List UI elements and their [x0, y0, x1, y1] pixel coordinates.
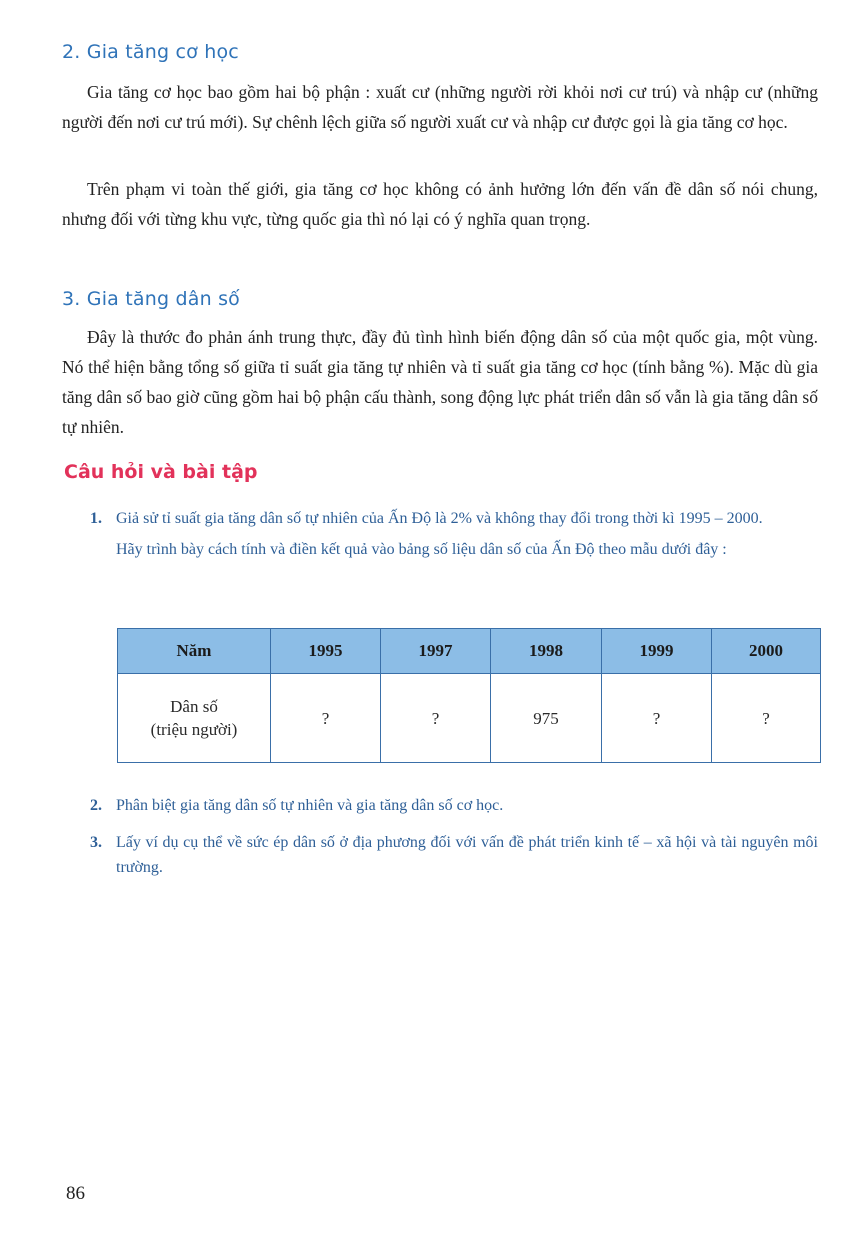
- page-number: 86: [66, 1183, 85, 1204]
- section-2-paragraph-2: Trên phạm vi toàn thế giới, gia tăng cơ học không có ảnh hưởng lớn đến vấn đề dân số nói chung, nhưng đối với từng khu vực, từng quốc gia thì nó lại có ý nghĩa quan trọng.: [62, 179, 818, 229]
- question-1-number: 1.: [90, 510, 102, 527]
- table-cell: ?: [381, 674, 491, 763]
- question-3-text: Lấy ví dụ cụ thể về sức ép dân số ở địa phương đối với vấn đề phát triển kinh tế – xã hội và tài nguyên môi trường.: [116, 834, 818, 876]
- row-label-cell: [118, 674, 271, 763]
- question-3: [91, 830, 818, 880]
- header-cell: 1998: [491, 629, 602, 674]
- question-2-text: Phân biệt gia tăng dân số tự nhiên và gia tăng dân số cơ học.: [116, 797, 504, 814]
- header-cell: 1999: [602, 629, 712, 674]
- row-label-line-1: Dân số: [170, 697, 218, 716]
- header-cell: 1997: [381, 629, 491, 674]
- header-cell: 2000: [712, 629, 821, 674]
- table-cell: ?: [602, 674, 712, 763]
- table-cell: 975: [491, 674, 602, 763]
- section-2-heading: 2. Gia tăng cơ học: [62, 41, 239, 63]
- row-label-line-2: (triệu người): [150, 720, 238, 739]
- table-header-row: [118, 629, 821, 674]
- table-cell: ?: [712, 674, 821, 763]
- section-2-paragraph-1: Gia tăng cơ học bao gồm hai bộ phận : xuất cư (những người rời khỏi nơi cư trú) và nhập cư (những người đến nơi cư trú mới). Sự chênh lệch giữa số người xuất cư và nhập cư được gọi là gia tăng cơ học.: [62, 82, 818, 132]
- question-1-text: Giả sử tỉ suất gia tăng dân số tự nhiên của Ấn Độ là 2% và không thay đổi trong thời kì 1995 – 2000.: [116, 510, 763, 527]
- header-cell: 1995: [271, 629, 381, 674]
- header-cell-year: Năm: [118, 629, 271, 674]
- question-3-number: 3.: [90, 834, 102, 851]
- section-3-heading: 3. Gia tăng dân số: [62, 288, 240, 310]
- question-1-instruction: Hãy trình bày cách tính và điền kết quả vào bảng số liệu dân số của Ấn Độ theo mẫu dưới đây :: [116, 541, 727, 558]
- population-table: [117, 628, 821, 763]
- table-cell: ?: [271, 674, 381, 763]
- section-3-paragraph: Đây là thước đo phản ánh trung thực, đầy đủ tình hình biến động dân số của một quốc gia, một vùng. Nó thể hiện bằng tổng số giữa tỉ suất gia tăng tự nhiên và tỉ suất gia tăng cơ học (tính bằng %). Mặc dù gia tăng dân số bao giờ cũng gồm hai bộ phận cấu thành, song động lực phát triển dân số vẫn là gia tăng dân số tự nhiên.: [62, 327, 818, 437]
- question-2: [91, 793, 818, 818]
- question-1: [91, 506, 818, 562]
- exercises-title: Câu hỏi và bài tập: [64, 461, 258, 483]
- table-row-population: [118, 674, 821, 763]
- question-2-number: 2.: [90, 797, 102, 814]
